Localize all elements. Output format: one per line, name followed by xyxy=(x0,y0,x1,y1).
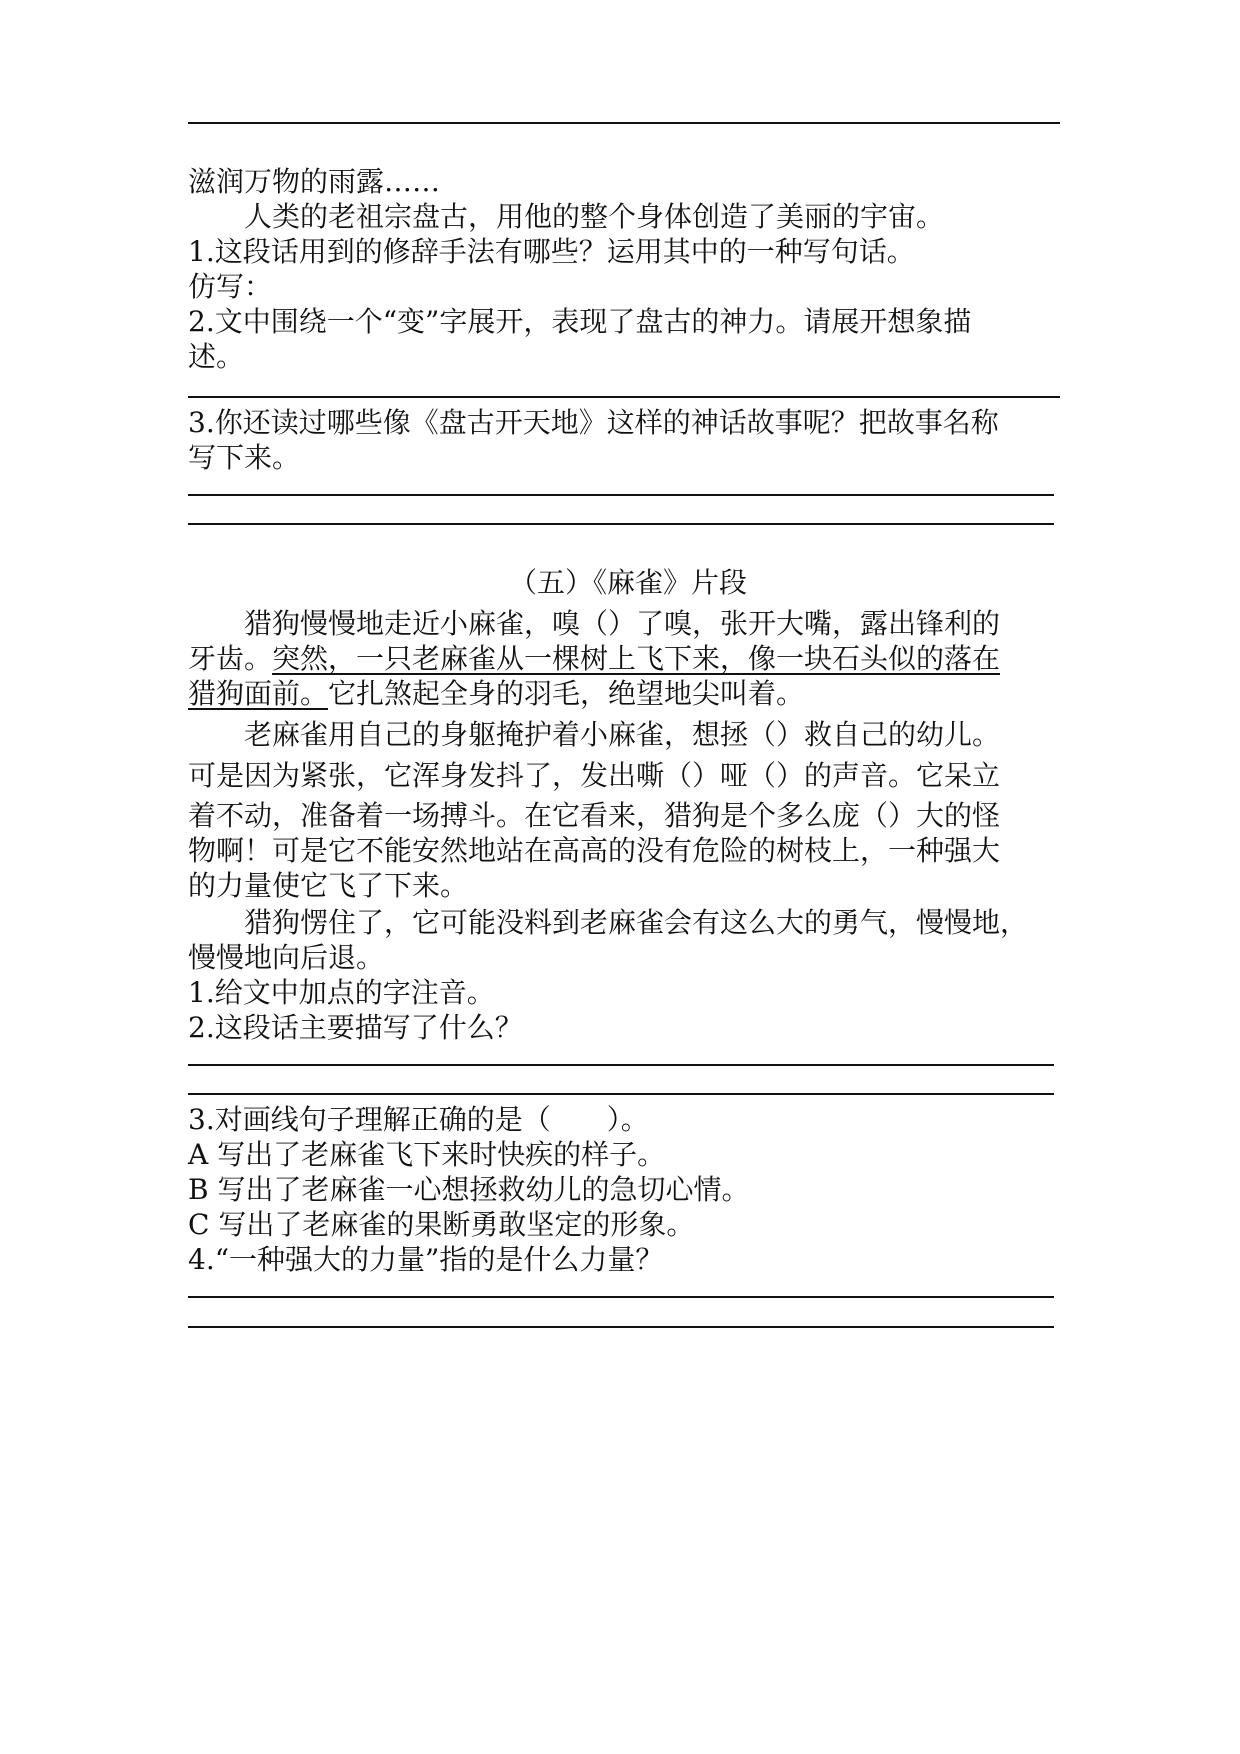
underlined-sentence: 猎狗面前。 xyxy=(188,677,329,710)
question-2: 2.这段话主要描写了什么？ xyxy=(188,1011,523,1044)
answer-line xyxy=(188,1093,1054,1095)
passage-line: 着不动，准备着一场搏斗。在它看来，猎狗是个多么庞（）大的怪 xyxy=(188,799,1001,832)
option-b: B 写出了老麻雀一心想拯救幼儿的急切心情。 xyxy=(188,1173,750,1206)
passage-line: 人类的老祖宗盘古，用他的整个身体创造了美丽的宇宙。 xyxy=(188,200,945,233)
passage-line: 慢慢地向后退。 xyxy=(188,941,385,974)
question-2: 2.文中围绕一个“变”字展开，表现了盘古的神力。请展开想象描 xyxy=(188,305,972,338)
underlined-sentence: 突然，一只老麻雀从一棵树上飞下来，像一块石头似的落在 xyxy=(272,642,1001,675)
passage-line: 老麻雀用自己的身躯掩护着小麻雀，想拯（）救自己的幼儿。 xyxy=(188,718,1001,751)
option-c: C 写出了老麻雀的果断勇敢坚定的形象。 xyxy=(188,1208,695,1241)
passage-line: 猎狗慢慢地走近小麻雀，嗅（）了嗅，张开大嘴，露出锋利的 xyxy=(188,607,1001,640)
answer-line xyxy=(188,494,1054,496)
question-2-cont: 述。 xyxy=(188,340,245,373)
question-3: 3.你还读过哪些像《盘古开天地》这样的神话故事呢？把故事名称 xyxy=(188,406,999,439)
passage-line: 猎狗愣住了，它可能没料到老麻雀会有这么大的勇气，慢慢地， xyxy=(188,906,1029,939)
answer-line xyxy=(188,1326,1054,1328)
imitation-label: 仿写： xyxy=(188,270,273,303)
question-3: 3.对画线句子理解正确的是（ ）。 xyxy=(188,1103,649,1136)
answer-line xyxy=(188,523,1054,525)
passage-line: 物啊！可是它不能安然地站在高高的没有危险的树枝上，一种强大 xyxy=(188,834,1001,867)
passage-line xyxy=(188,677,1068,711)
passage-text: 它扎煞起全身的羽毛，绝望地尖叫着。 xyxy=(328,677,805,710)
answer-line xyxy=(188,1296,1054,1298)
option-a: A 写出了老麻雀飞下来时快疾的样子。 xyxy=(188,1138,666,1171)
question-4: 4.“一种强大的力量”指的是什么力量？ xyxy=(188,1243,664,1276)
passage-text: 牙齿。 xyxy=(188,642,273,675)
question-1: 1.给文中加点的字注音。 xyxy=(188,976,495,1009)
answer-line xyxy=(188,1064,1054,1066)
passage-line: 滋润万物的雨露…… xyxy=(188,165,441,198)
passage-line: 的力量使它飞了下来。 xyxy=(188,869,469,902)
passage-line: 可是因为紧张，它浑身发抖了，发出嘶（）哑（）的声音。它呆立 xyxy=(188,759,1001,792)
question-1: 1.这段话用到的修辞手法有哪些？运用其中的一种写句话。 xyxy=(188,235,915,268)
answer-line xyxy=(188,396,1060,398)
passage-line xyxy=(188,642,1068,676)
answer-line xyxy=(188,122,1060,124)
section-title: （五）《麻雀》片段 xyxy=(508,566,747,599)
question-3-cont: 写下来。 xyxy=(188,441,301,474)
